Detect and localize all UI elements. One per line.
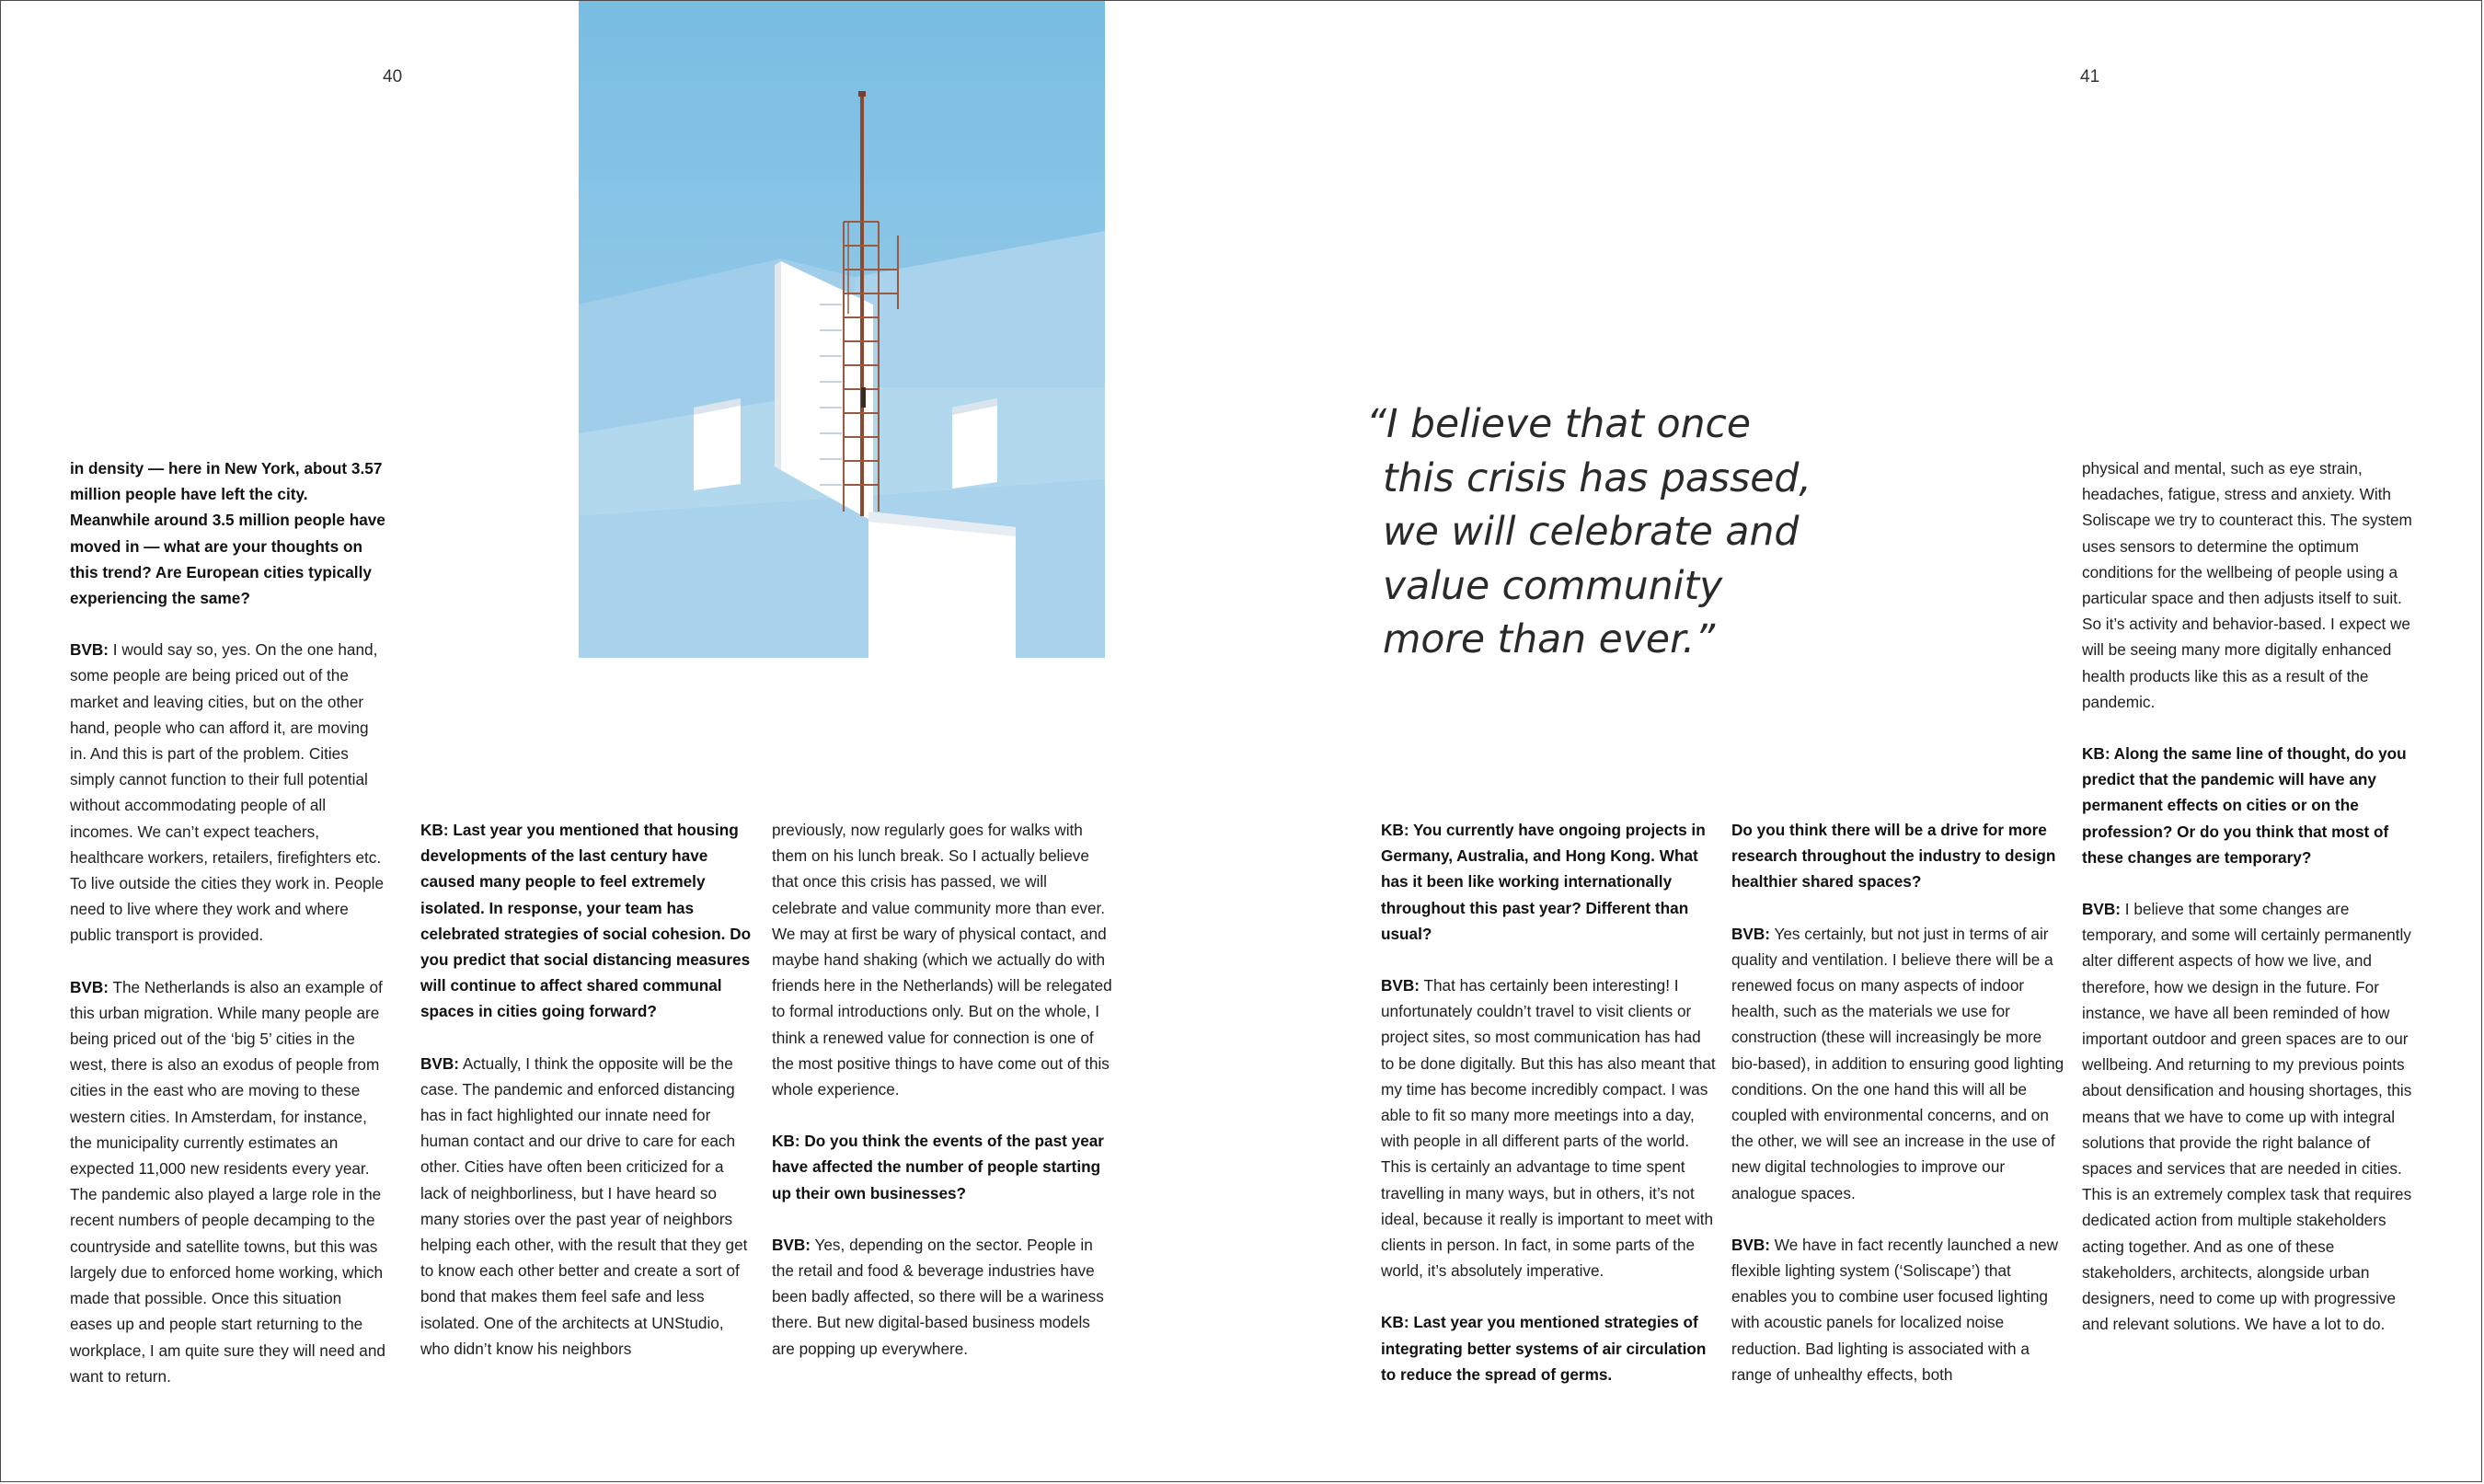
speaker-label: BVB:	[420, 1053, 460, 1073]
architecture-photo	[579, 1, 1105, 658]
speaker-label: BVB:	[1381, 976, 1420, 995]
interview-answer	[70, 637, 387, 948]
pull-quote	[1366, 398, 1881, 668]
interview-question: KB: Do you think the events of the past year have affected the number of people starting up their own businesses?	[772, 1132, 1104, 1202]
interview-answer	[70, 974, 387, 1389]
speaker-label: BVB:	[2082, 900, 2122, 919]
text-column-1	[70, 455, 387, 1415]
speaker-label: BVB:	[772, 1235, 811, 1254]
text-column-5	[1731, 817, 2068, 1413]
left-page-number: 40	[383, 67, 403, 86]
pull-quote-line: this crisis has passed,	[1383, 455, 1811, 501]
text-column-6	[2082, 455, 2422, 1363]
body-paragraph: previously, now regularly goes for walks with them on his lunch break. So I actually believe that once this crisis has passed, we will celebrate and value community more than ever. We may at first be wary of physical contact, and maybe hand shaking (which we actually do with friends here in the Netherlands) will be relegated to formal introductions only. But on the whole, I think a renewed value for connection is one of the most positive things to have come out of this whole experience.	[772, 821, 1112, 1099]
speaker-label: BVB:	[1731, 1235, 1771, 1254]
answer-text: I believe that some changes are temporary, and some will certainly permanently alter different aspects of how we live, and therefore, how we design in the future. For instance, we have all been reminded of how important outdoor and green spaces are to our wellbeing. And returning to my previous points about densification and housing shortages, this means that we have to come up with integral solutions that provide the right balance of spaces and services that are needed in cities. This is an extremely complex task that requires dedicated action from multiple stakeholders acting together. And as one of these stakeholders, architects, alongside urban designers, need to come up with progressive and relevant solutions. We have a lot to do.	[2082, 900, 2412, 1334]
interview-question: KB: Last year you mentioned strategies of integrating better systems of air circulation to reduce the spread of germs.	[1381, 1313, 1707, 1384]
answer-text: Yes, depending on the sector. People in the retail and food & beverage industries have been badly affected, so there will be a wariness there. But new digital-based business models are popping up everywhere.	[772, 1235, 1104, 1358]
text-column-2	[420, 817, 753, 1387]
pull-quote-line: value community	[1383, 563, 1723, 609]
interview-answer	[1731, 1232, 2068, 1387]
interview-answer	[420, 1051, 753, 1362]
speaker-label: BVB:	[70, 977, 109, 996]
right-page-number: 41	[2080, 67, 2100, 86]
answer-text: I would say so, yes. On the one hand, some people are being priced out of the market and leaving cities, but on the other hand, people who can afford it, are moving in. And this is part of the problem. Cities simply cannot function to their full potential without accommodating people of all incomes. We can’t expect teachers, healthcare workers, retailers, firefighters etc. To live outside the cities they work in. People need to live where they work and where public transport is provided.	[70, 640, 385, 945]
pull-quote-line: “I believe that once	[1366, 402, 1752, 447]
interview-question: KB: Along the same line of thought, do you predict that the pandemic will have any permanent effects on cities or on the profession? Or do you think that most of these changes are temporary?	[2082, 744, 2407, 867]
answer-text: We have in fact recently launched a new flexible lighting system (‘Soliscape’) that enables you to combine user focused lighting with acoustic panels for localized noise reduction. Bad lighting is associated with a range of unhealthy effects, both	[1731, 1235, 2059, 1384]
body-paragraph: physical and mental, such as eye strain, headaches, fatigue, stress and anxiety. With Soliscape we try to counteract this. The system uses sensors to determine the optimum conditions for the wellbeing of people using a particular space and then adjusts itself to suit. So it’s activity and behavior-based. I expect we will be seeing many more digitally enhanced health products like this as a result of the pandemic.	[2082, 459, 2412, 711]
interview-answer	[1731, 921, 2068, 1206]
interview-question: KB: You currently have ongoing projects in Germany, Australia, and Hong Kong. What has it been like working internationally throughout this past year? Different than usual?	[1381, 821, 1706, 943]
pull-quote-line: more than ever.”	[1383, 617, 1716, 663]
interview-question: Do you think there will be a drive for more research throughout the industry to design healthier shared spaces?	[1731, 821, 2056, 892]
interview-question: in density — here in New York, about 3.57 million people have left the city. Meanwhile around 3.5 million people have moved in — what are your thoughts on this trend? Are European cities typically experiencing the same?	[70, 459, 385, 608]
answer-text: Yes certainly, but not just in terms of air quality and ventilation. I believe there will be a renewed focus on many aspects of indoor health, such as the materials we use for construction (these will increasingly be more bio-based), in addition to ensuring good lighting conditions. On the one hand this will all be coupled with environmental concerns, and on the other, we will see an increase in the use of new digital technologies to improve our analogue spaces.	[1731, 924, 2064, 1202]
answer-text: Actually, I think the opposite will be the case. The pandemic and enforced distancing has in fact highlighted our innate need for human contact and our drive to care for each other. Cities have often been criticized for a lack of neighborliness, but I have heard so many stories over the past year of neighbors helping each other, with the result that they get to know each other better and create a sort of bond that makes them feel safe and less isolated. One of the architects at UNStudio, who didn’t know his neighbors	[420, 1053, 748, 1358]
speaker-label: BVB:	[70, 640, 109, 660]
interview-answer	[2082, 896, 2422, 1337]
interview-answer	[772, 1232, 1112, 1362]
text-column-3	[772, 817, 1112, 1387]
text-column-4	[1381, 817, 1718, 1413]
interview-answer	[1381, 972, 1718, 1283]
interview-question: KB: Last year you mentioned that housing developments of the last century have caused many people to feel extremely isolated. In response, your team has celebrated strategies of social cohesion. Do you predict that social distancing measures will continue to affect shared communal spaces in cities going forward?	[420, 821, 752, 1021]
pull-quote-line: we will celebrate and	[1383, 510, 1800, 556]
answer-text: The Netherlands is also an example of this urban migration. While many people are being priced out of the ‘big 5’ cities in the west, there is also an exodus of people from cities in the east who are moving to these western cities. In Amsterdam, for instance, the municipality currently estimates an expected 11,000 new residents every year. The pandemic also played a large role in the recent numbers of people decamping to the countryside and satellite towns, but this was largely due to enforced home working, which made that possible. Once this situation eases up and people start returning to the workplace, I am quite sure they will need and want to return.	[70, 977, 385, 1386]
speaker-label: BVB:	[1731, 924, 1771, 943]
answer-text: That has certainly been interesting! I unfortunately couldn’t travel to visit clients or project sites, so most communication has had to be done digitally. But this has also meant that my time has become incredibly compact. I was able to fit so many more meetings into a day, with people in all different parts of the world. This is certainly an advantage to time spent travelling in many ways, but in others, it’s not ideal, because it really is important to meet with clients in person. In fact, in some parts of the world, it’s absolutely imperative.	[1381, 976, 1716, 1281]
